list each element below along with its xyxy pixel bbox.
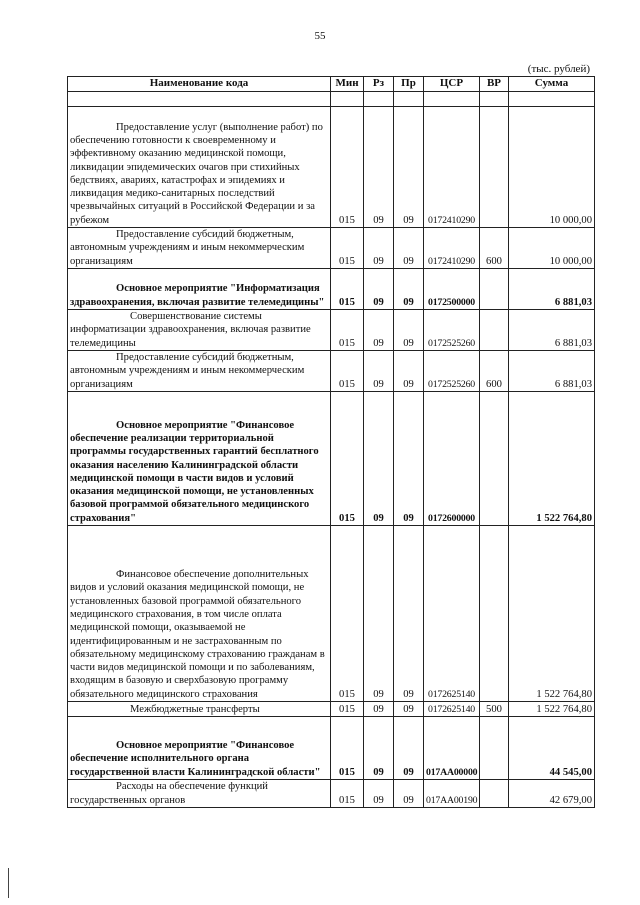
table-row: [68, 310, 595, 351]
table-row: [68, 107, 595, 228]
row-min: 015: [331, 269, 364, 310]
row-csr: 0172410290: [424, 107, 480, 228]
row-min: 015: [331, 107, 364, 228]
row-sum: 10 000,00: [509, 107, 595, 228]
row-sum: 6 881,03: [509, 351, 595, 392]
table-row: [68, 702, 595, 717]
row-vr: [480, 269, 509, 310]
row-name: Основное мероприятие "Финансовое обеспечение реализации территориальной программы государственных гарантий бесплатного оказания населению Калининградской области медицинской помощи в части видов и условий оказания медицинской помощи, не установленных базовой программой обязательного медицинского страхования": [70, 419, 319, 524]
row-name: Основное мероприятие "Информатизация здравоохранения, включая развитие телемедицины": [70, 283, 325, 308]
table-spacer-row: [68, 92, 595, 107]
row-sum: 6 881,03: [509, 269, 595, 310]
row-name: Предоставление услуг (выполнение работ) по обеспечению готовности к своевременному и эффективному оказанию медицинской помощи, ликвидации эпидемических очагов при стихийных бедствиях, авариях, катастрофах и эпидемиях и ликвидация медико-санитарных последствий чрезвычайных ситуаций в Российской Федерации и за рубежом: [70, 121, 323, 226]
header-rz: Рз: [364, 77, 394, 92]
row-csr: 0172410290: [424, 228, 480, 269]
row-sum: 10 000,00: [509, 228, 595, 269]
row-min: 015: [331, 717, 364, 780]
row-pr: 09: [394, 717, 424, 780]
row-pr: 09: [394, 526, 424, 702]
row-vr: [480, 107, 509, 228]
units-label: (тыс. рублей): [527, 63, 590, 75]
row-csr: 0172625140: [424, 526, 480, 702]
page-number: 55: [314, 30, 326, 42]
row-csr: 017АА00000: [424, 717, 480, 780]
row-rz: 09: [364, 107, 394, 228]
row-rz: 09: [364, 310, 394, 351]
row-sum: 1 522 764,80: [509, 392, 595, 526]
row-min: 015: [331, 392, 364, 526]
table-row: [68, 228, 595, 269]
row-rz: 09: [364, 717, 394, 780]
row-rz: 09: [364, 702, 394, 717]
header-vr: ВР: [480, 77, 509, 92]
row-pr: 09: [394, 702, 424, 717]
row-min: 015: [331, 780, 364, 808]
row-rz: 09: [364, 526, 394, 702]
row-name: Расходы на обеспечение функций государственных органов: [70, 781, 268, 806]
table-header-row: [68, 77, 595, 92]
margin-mark: [8, 868, 9, 898]
row-vr: 600: [480, 228, 509, 269]
row-sum: 1 522 764,80: [509, 702, 595, 717]
row-min: 015: [331, 351, 364, 392]
row-rz: 09: [364, 269, 394, 310]
row-pr: 09: [394, 780, 424, 808]
row-rz: 09: [364, 392, 394, 526]
row-sum: 1 522 764,80: [509, 526, 595, 702]
row-vr: [480, 526, 509, 702]
row-name: Межбюджетные трансферты: [130, 703, 260, 715]
row-pr: 09: [394, 228, 424, 269]
row-sum: 6 881,03: [509, 310, 595, 351]
table-row: [68, 526, 595, 702]
row-pr: 09: [394, 310, 424, 351]
row-pr: 09: [394, 351, 424, 392]
row-csr: 0172525260: [424, 310, 480, 351]
row-name: Предоставление субсидий бюджетным, автономным учреждениям и иным некоммерческим организациям: [70, 229, 305, 267]
row-sum: 44 545,00: [509, 717, 595, 780]
row-vr: 600: [480, 351, 509, 392]
header-sum: Сумма: [509, 77, 595, 92]
table-row: [68, 392, 595, 526]
header-name: Наименование кода: [68, 77, 331, 92]
row-min: 015: [331, 228, 364, 269]
row-sum: 42 679,00: [509, 780, 595, 808]
header-csr: ЦСР: [424, 77, 480, 92]
table-row: [68, 717, 595, 780]
row-name: Совершенствование системы информатизации здравоохранения, включая развитие телемедицины: [70, 311, 311, 349]
row-pr: 09: [394, 269, 424, 310]
row-csr: 0172625140: [424, 702, 480, 717]
row-vr: [480, 780, 509, 808]
header-pr: Пр: [394, 77, 424, 92]
row-csr: 0172525260: [424, 351, 480, 392]
row-min: 015: [331, 526, 364, 702]
row-csr: 0172600000: [424, 392, 480, 526]
table-row: [68, 780, 595, 808]
row-rz: 09: [364, 351, 394, 392]
row-name: Предоставление субсидий бюджетным, автономным учреждениям и иным некоммерческим организациям: [70, 352, 305, 390]
row-vr: [480, 717, 509, 780]
table-row: [68, 351, 595, 392]
row-min: 015: [331, 702, 364, 717]
row-min: 015: [331, 310, 364, 351]
row-vr: [480, 310, 509, 351]
budget-table: [67, 76, 595, 808]
table-row: [68, 269, 595, 310]
row-rz: 09: [364, 780, 394, 808]
row-name: Финансовое обеспечение дополнительных видов и условий оказания медицинской помощи, не установленных базовой программой обязательного медицинского страхования, в том числе оплата медицинской помощи, оказываемой не идентифицированным и не застрахованным по обязательному медицинскому страхованию гражданам в части видов медицинской помощи и по заболеваниям, входящим в базовую и сверхбазовую программу обязательного медицинского страхования: [70, 569, 325, 700]
row-csr: 017АА00190: [424, 780, 480, 808]
row-name: Основное мероприятие "Финансовое обеспечение исполнительного органа государственной власти Калининградской области": [70, 740, 321, 778]
row-pr: 09: [394, 107, 424, 228]
header-min: Мин: [331, 77, 364, 92]
row-vr: [480, 392, 509, 526]
row-vr: 500: [480, 702, 509, 717]
row-rz: 09: [364, 228, 394, 269]
row-csr: 0172500000: [424, 269, 480, 310]
row-pr: 09: [394, 392, 424, 526]
